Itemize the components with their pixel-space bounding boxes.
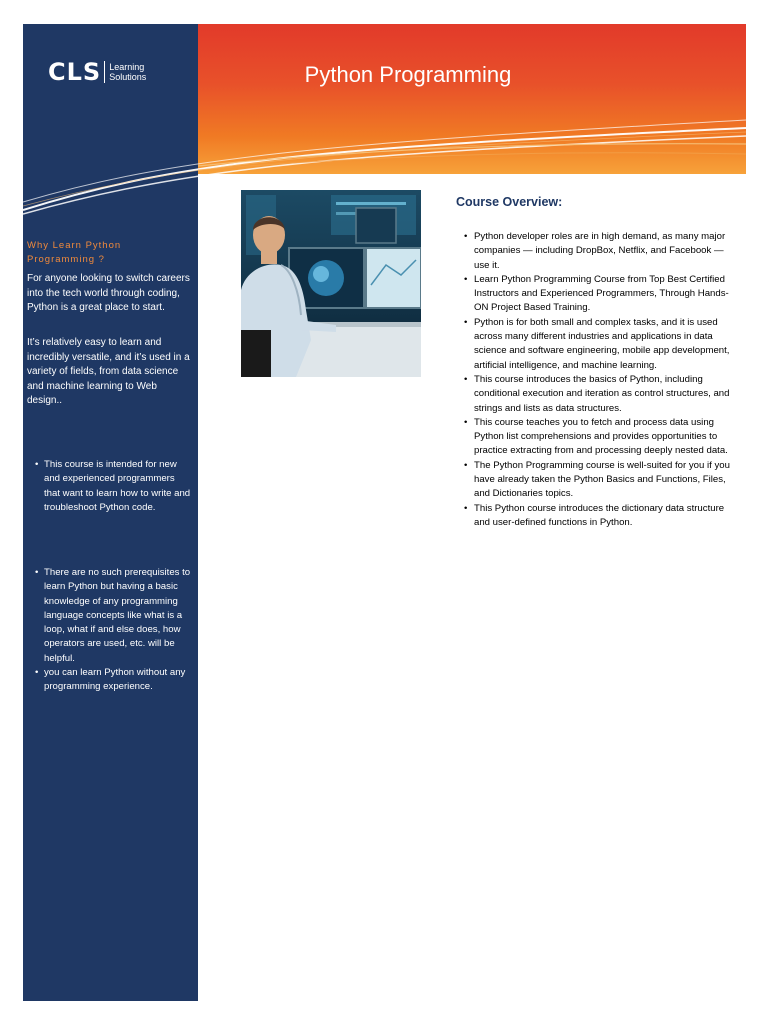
logo-text-line1: Learning — [109, 62, 145, 72]
page-title: Python Programming — [304, 62, 512, 87]
sidebar-paragraph: It’s relatively easy to learn and incredibly versatile, and it’s used in a variety of fields, from data science and machine learning to Web design.. — [27, 337, 190, 406]
list-item: • Python is for both small and complex tasks, and it is used across many different industries and applications in data science and software engineering, mobile app development, artificial intelligence, and machine learning. — [464, 316, 736, 373]
company-logo — [48, 60, 146, 84]
list-item: • Learn Python Programming Course from Top Best Certified Instructors and Experienced Programmers, Through Hands-ON Project Based Training. — [464, 273, 736, 316]
list-item: • There are no such prerequisites to learn Python but having a basic knowledge of any programming language concepts like what is a loop, what if and else does, how operators are used, etc. will be helpful. — [27, 566, 193, 666]
list-item: • This course teaches you to fetch and process data using Python list comprehensions and provides opportunities to practice extracting from and processing deeply nested data. — [464, 416, 736, 459]
sidebar-list-audience — [27, 458, 193, 515]
logo-text-line2: Solutions — [109, 72, 147, 82]
logo-divider — [104, 61, 105, 83]
sidebar-paragraph: For anyone looking to switch careers into the tech world through coding, Python is a great place to start. — [27, 273, 190, 313]
sidebar-list-prerequisites — [27, 566, 193, 695]
course-overview-list — [464, 230, 736, 530]
list-item: • This Python course introduces the dictionary data structure and user-defined functions in Python. — [464, 502, 736, 531]
programmer-illustration — [241, 190, 421, 377]
programmer-photo — [241, 190, 421, 377]
list-item: • This course introduces the basics of Python, including conditional execution and iteration as control structures, and strings and lists as data structures. — [464, 373, 736, 416]
list-item: • This course is intended for new and experienced programmers that want to learn how to write and troubleshoot Python code. — [27, 458, 193, 515]
why-learn-heading: Why Learn Python Programming ? — [27, 240, 122, 265]
list-item: • Python developer roles are in high demand, as many major companies — including DropBox, Netflix, and Facebook — use it. — [464, 230, 736, 273]
list-item: • The Python Programming course is well-suited for you if you have already taken the Python Basics and Functions, Files, and Dictionaries topics. — [464, 459, 736, 502]
logo-mark: CLS — [48, 58, 102, 86]
logo-text — [109, 62, 146, 82]
course-overview-title: Course Overview: — [456, 195, 563, 209]
list-item: • you can learn Python without any programming experience. — [27, 666, 193, 695]
